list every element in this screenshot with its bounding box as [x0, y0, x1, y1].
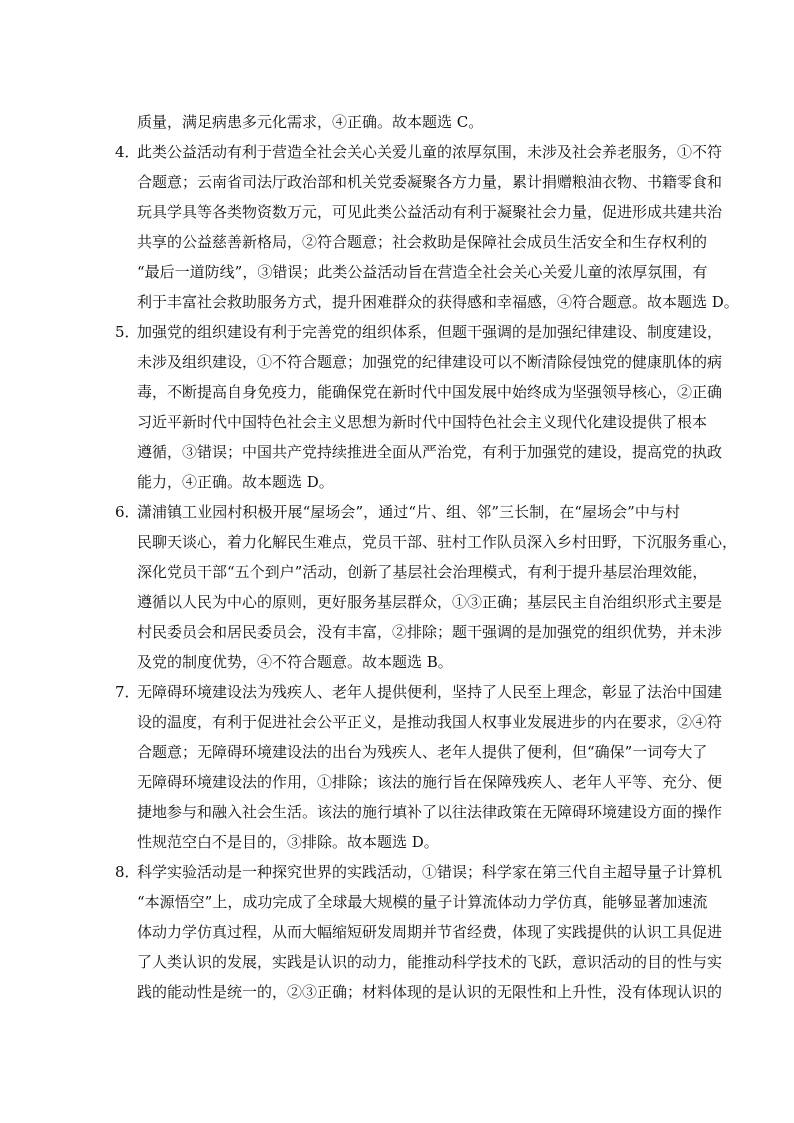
text-line: 村民委员会和居民委员会，没有丰富，②排除；题干强调的是加强党的组织优势，并未涉: [137, 623, 723, 641]
text-line: 未涉及组织建设，①不符合题意；加强党的纪律建设可以不断清除侵蚀党的健康肌体的病: [137, 353, 723, 371]
item-number: 7．: [115, 683, 140, 701]
item-number: 5．: [115, 323, 140, 341]
text-line: 习近平新时代中国特色社会主义思想为新时代中国特色社会主义现代化建设提供了根本: [137, 413, 708, 431]
item-number: 6．: [115, 503, 140, 521]
text-line: 无障碍环境建设法为残疾人、老年人提供便利，坚持了人民至上理念，彰显了法治中国建: [137, 683, 723, 701]
text-line: 加强党的组织建设有利于完善党的组织体系，但题干强调的是加强纪律建设、制度建设，: [137, 323, 723, 341]
text-line: 捷地参与和融入社会生活。该法的施行填补了以往法律政策在无障碍环境建设方面的操作: [137, 803, 723, 821]
text-line: 民聊天谈心，着力化解民生难点，党员干部、驻村工作队员深入乡村田野，下沉服务重心，: [137, 533, 738, 551]
text-line: 及党的制度优势，④不符合题意。故本题选 B。: [137, 653, 453, 671]
text-line: 科学实验活动是一种探究世界的实践活动，①错误；科学家在第三代自主超导量子计算机: [137, 863, 723, 881]
item-number: 4．: [115, 143, 140, 161]
text-line: “最后一道防线”，③错误；此类公益活动旨在营造全社会关心关爱儿童的浓厚氛围，有: [137, 263, 708, 281]
text-line: 玩具学具等各类物资数万元，可见此类公益活动有利于凝聚社会力量，促进形成共建共治: [137, 203, 723, 221]
text-line: 此类公益活动有利于营造全社会关心关爱儿童的浓厚氛围，未涉及社会养老服务，①不符: [137, 143, 723, 161]
text-line: “本源悟空”上，成功完成了全球最大规模的量子计算流体动力学仿真，能够显著加速流: [137, 893, 708, 911]
text-line: 设的温度，有利于促进社会公平正义，是推动我国人权事业发展进步的内在要求，②④符: [137, 713, 723, 731]
text-line: 践的能动性是统一的，②③正确；材料体现的是认识的无限性和上升性，没有体现认识的: [137, 983, 723, 1001]
text-line: 无障碍环境建设法的作用，①排除；该法的施行旨在保障残疾人、老年人平等、充分、便: [137, 773, 723, 791]
text-line: 合题意；云南省司法厅政治部和机关党委凝聚各方力量，累计捐赠粮油衣物、书籍零食和: [137, 173, 723, 191]
text-line: 潇浦镇工业园村积极开展“屋场会”，通过“片、组、邻”三长制，在“屋场会”中与村: [137, 503, 680, 521]
text-line: 遵循以人民为中心的原则，更好服务基层群众，①③正确；基层民主自治组织形式主要是: [137, 593, 723, 611]
text-line: 质量，满足病患多元化需求，④正确。故本题选 C。: [137, 113, 484, 131]
text-line: 遵循，③错误；中国共产党持续推进全面从严治党，有利于加强党的建设，提高党的执政: [137, 443, 723, 461]
text-line: 性规范空白不是目的，③排除。故本题选 D。: [137, 833, 439, 851]
item-number: 8．: [115, 863, 140, 881]
text-line: 利于丰富社会救助服务方式，提升困难群众的获得感和幸福感，④符合题意。故本题选 D。: [137, 293, 739, 311]
text-line: 体动力学仿真过程，从而大幅缩短研发周期并节省经费，体现了实践提供的认识工具促进: [137, 923, 723, 941]
text-line: 毒，不断提高自身免疫力，能确保党在新时代中国发展中始终成为坚强领导核心，②正确: [137, 383, 723, 401]
text-line: 合题意；无障碍环境建设法的出台为残疾人、老年人提供了便利，但“确保”一词夸大了: [137, 743, 708, 761]
text-line: 能力，④正确。故本题选 D。: [137, 473, 334, 491]
text-line: 了人类认识的发展，实践是认识的动力，能推动科学技术的飞跃，意识活动的目的性与实: [137, 953, 723, 971]
text-line: 共享的公益慈善新格局，②符合题意；社会救助是保障社会成员生活安全和生存权利的: [137, 233, 708, 251]
text-line: 深化党员干部“五个到户”活动，创新了基层社会治理模式，有利于提升基层治理效能，: [137, 563, 708, 581]
